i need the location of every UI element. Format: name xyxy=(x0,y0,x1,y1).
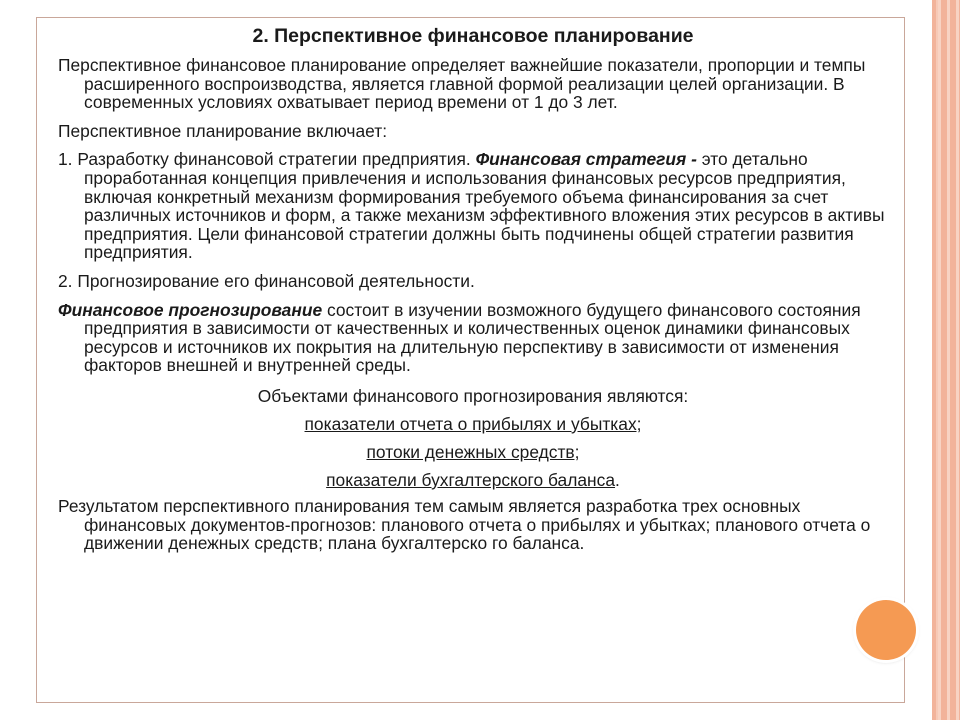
objects-item-text: показатели бухгалтерского баланса xyxy=(326,469,616,490)
paragraph-forecasting: 2. Прогнозирование его финансовой деятельности. xyxy=(58,270,475,291)
objects-item xyxy=(58,413,888,435)
paragraph-strategy xyxy=(58,150,888,262)
strategy-term: Финансовая стратегия - xyxy=(475,149,697,170)
forecasting-definition: состоит в изучении возможного будущего финансового состояния предприятия в зависимости от качественных и количественных оценок динамики финансовых ресурсов и источников их покрытия на длительную перспективу в зависимости от изменения факторов внешней и внутренней среды. xyxy=(84,299,861,376)
slide-title: 2. Перспективное финансовое планирование xyxy=(252,25,694,47)
decorative-stripes xyxy=(932,0,960,720)
paragraph-forecasting-definition xyxy=(58,301,888,375)
forecasting-term: Финансовое прогнозирование xyxy=(58,299,323,320)
objects-item xyxy=(58,441,888,463)
paragraph-result: Результатом перспективного планирования тем самым является разработка трех основных финансовых документов-прогнозов: планового отчета о прибылях и убытках; планового отчета о движении денежных средств; плана бухгалтерско го баланса. xyxy=(58,495,871,554)
decorative-circle xyxy=(856,600,916,660)
stripe-line xyxy=(936,0,938,720)
objects-item-text: показатели отчета о прибылях и убытках; xyxy=(304,413,642,434)
strategy-lead: 1. Разработку финансовой стратегии предприятия. xyxy=(58,149,476,170)
objects-item-suffix: . xyxy=(615,469,620,490)
paragraph-includes: Перспективное планирование включает: xyxy=(58,120,388,141)
paragraph-intro: Перспективное финансовое планирование определяет важнейшие показатели, пропорции и темпы расширенного воспроизводства, является главной формой реализации целей организации. В современных условиях охватывает период времени от 1 до 3 лет. xyxy=(58,55,866,113)
slide-content xyxy=(58,24,888,563)
objects-item-text: потоки денежных средств; xyxy=(366,441,580,462)
objects-heading: Объектами финансового прогнозирования являются: xyxy=(257,385,689,406)
objects-item xyxy=(58,469,888,491)
strategy-definition: это детально проработанная концепция привлечения и использования финансовых ресурсов предприятия, включая конкретный механизм формирования требуемого объема финансирования за счет различных источников и форм, а также механизм эффективного вложения этих ресурсов в активы предприятия. Цели финансовой стратегии должны быть подчинены общей стратегии развития предприятия. xyxy=(84,149,885,263)
